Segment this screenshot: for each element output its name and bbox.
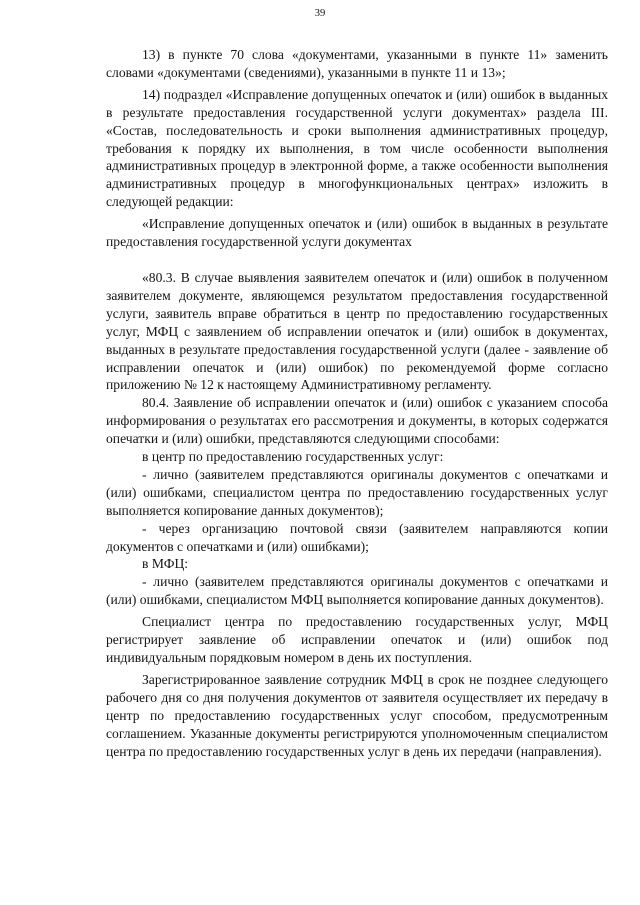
list-heading-mfc: в МФЦ: xyxy=(142,556,189,572)
list-heading-center: в центр по предоставлению государственных услуг: xyxy=(142,449,444,465)
document-body xyxy=(106,46,608,760)
subsection-title: «Исправление допущенных опечаток и (или) ошибок в выданных в результате предоставления государственной услуги документах xyxy=(106,216,608,250)
paragraph-registration: Специалист центра по предоставлению государственных услуг, МФЦ регистрирует заявление об исправлении опечаток и (или) ошибок под индивидуальным порядковым номером в день их поступления. xyxy=(106,614,608,665)
page-number: 39 xyxy=(314,8,326,19)
list-item-postal: - через организацию почтовой связи (заявителем направляются копии документов с опечатками и (или) ошибками); xyxy=(106,520,608,554)
paragraph-transfer: Зарегистрированное заявление сотрудник МФЦ в срок не позднее следующего рабочего дня со дня получения документов от заявителя осуществляет их передачу в центр по предоставлению государственных услуг способом, предусмотренным соглашением. Указанные документы регистрируются уполномоченным специалистом центра по предоставлению государственных услуг в день их передачи (направления). xyxy=(106,671,608,759)
paragraph-item-13: 13) в пункте 70 слова «документами, указанными в пункте 11» заменить словами «документами (сведениями), указанными в пункте 11 и 13»; xyxy=(106,47,608,80)
list-item-in-person-center: - лично (заявителем представляются оригиналы документов с опечатками и (или) ошибками, специалистом центра по предоставлению государственных услуг выполняется копирование данных документов); xyxy=(106,466,608,518)
list-item-in-person-mfc: - лично (заявителем представляются оригиналы документов с опечатками и (или) ошибками, специалистом МФЦ выполняется копирование данных документов). xyxy=(106,574,608,608)
paragraph-80-4: 80.4. Заявление об исправлении опечаток и (или) ошибок с указанием способа информирования о результатах его рассмотрения и документы, в которых содержатся опечатки и (или) ошибки, представляются следующими способами: xyxy=(106,395,608,447)
paragraph-item-14: 14) подраздел «Исправление допущенных опечаток и (или) ошибок в выданных в результате предоставления государственной услуги документах» раздела III. «Состав, последовательность и сроки выполнения административных процедур, требования к порядку их выполнения, в том числе особенности выполнения административных процедур в электронной форме, а также особенности выполнения административных процедур в многофункциональных центрах» изложить в следующей редакции: xyxy=(106,86,608,210)
paragraph-80-3: «80.3. В случае выявления заявителем опечаток и (или) ошибок в полученном заявителем документе, являющемся результатом предоставления государственной услуги, заявитель вправе обратиться в центр по предоставлению государственных услуг, МФЦ с заявлением об исправлении опечаток и (или) ошибок в документах, выданных в результате предоставления государственной услуги (далее - заявление об исправлении опечаток и (или) ошибок) по рекомендуемой форме согласно приложению № 12 к настоящему Административному регламенту. xyxy=(106,269,608,393)
